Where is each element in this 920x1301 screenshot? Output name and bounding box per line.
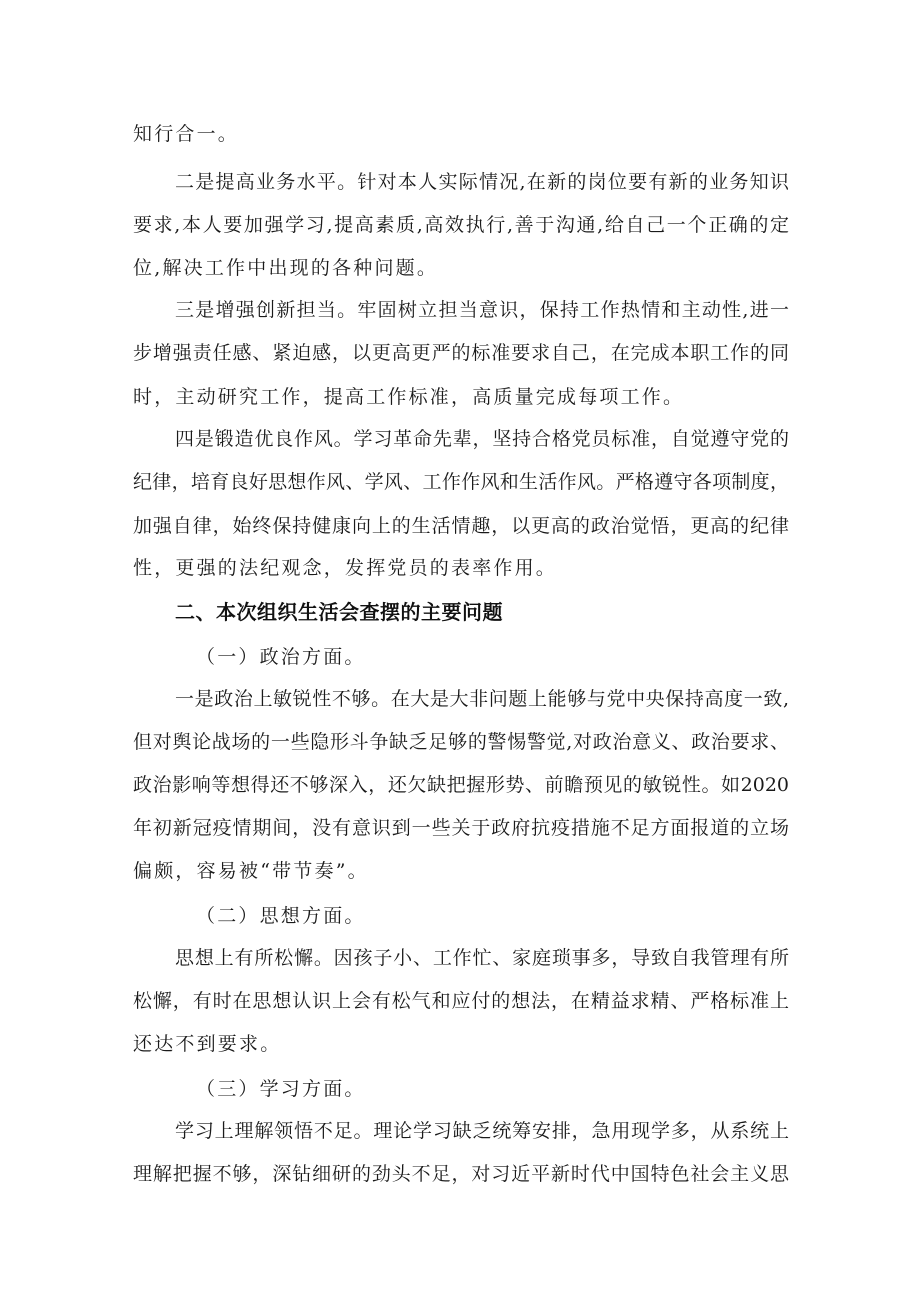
paragraph-line: 学习上理解领悟不足。理论学习缺乏统筹安排，急用现学多，从系统上 [175,1120,789,1142]
paragraph-line: 政治影响等想得还不够深入，还欠缺把握形势、前瞻预见的敏锐性。如2020 [133,774,789,796]
paragraph-line: 性，更强的法纪观念，发挥党员的表率作用。 [133,557,558,579]
paragraph-line: 三是增强创新担当。牢固树立担当意识，保持工作热情和主动性,进一 [175,299,789,321]
paragraph-line: 二是提高业务水平。针对本人实际情况,在新的岗位要有新的业务知识 [175,171,789,193]
paragraph-line: 理解把握不够，深钻细研的劲头不足，对习近平新时代中国特色社会主义思 [133,1163,789,1185]
paragraph-line: 四是锻造优良作风。学习革命先辈，坚持合格党员标准，自觉遵守党的 [175,428,789,450]
subsection-title-ideological: （二）思想方面。 [196,905,366,927]
subsection-title-study: （三）学习方面。 [196,1078,366,1100]
paragraph-line: 纪律，培育良好思想作风、学风、工作作风和生活作风。严格遵守各项制度， [133,471,789,493]
paragraph-line: 思想上有所松懈。因孩子小、工作忙、家庭琐事多，导致自我管理有所 [175,947,789,969]
paragraph-line: 松懈，有时在思想认识上会有松气和应付的想法，在精益求精、严格标准上 [133,990,789,1012]
section-heading: 二、本次组织生活会查摆的主要问题 [175,600,503,624]
paragraph-line: 一是政治上敏锐性不够。在大是大非问题上能够与党中央保持高度一致, [175,688,789,710]
paragraph-line: 时，主动研究工作，提高工作标准，高质量完成每项工作。 [133,386,685,408]
paragraph-line: 加强自律，始终保持健康向上的生活情趣，以更高的政治觉悟，更高的纪律 [133,515,789,537]
paragraph-line: 年初新冠疫情期间，没有意识到一些关于政府抗疫措施不足方面报道的立场 [133,817,789,839]
subsection-title-political: （一）政治方面。 [196,646,366,668]
paragraph-line: 还达不到要求。 [133,1033,282,1055]
paragraph-line: 知行合一。 [133,123,240,145]
paragraph-line: 偏颇，容易被“带节奏”。 [133,860,369,882]
paragraph-line: 位,解决工作中出现的各种问题。 [133,257,439,279]
paragraph-line: 要求,本人要加强学习,提高素质,高效执行,善于沟通,给自己一个正确的定 [133,214,789,236]
paragraph-line: 但对舆论战场的一些隐形斗争缺乏足够的警惕警觉,对政治意义、政治要求、 [133,731,789,753]
paragraph-line: 步增强责任感、紧迫感，以更高更严的标准要求自己，在完成本职工作的同 [133,342,789,364]
